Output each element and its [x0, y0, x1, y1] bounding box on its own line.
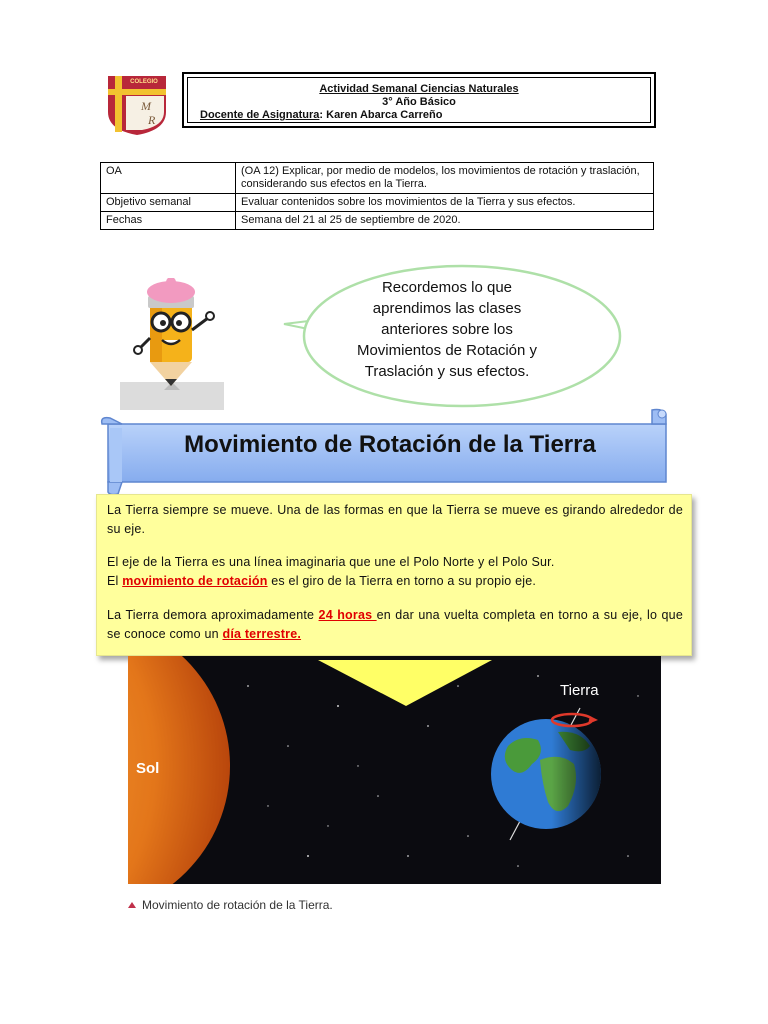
bubble-line: anteriores sobre los	[381, 321, 513, 338]
school-logo	[106, 72, 168, 136]
info-table	[100, 162, 654, 230]
triangle-icon	[128, 902, 136, 908]
svg-text:M: M	[141, 99, 151, 113]
activity-header	[182, 72, 656, 128]
section-title: Movimiento de Rotación de la Tierra	[184, 431, 596, 458]
highlight-rotation: movimiento de rotación	[122, 574, 268, 588]
earth-rotation-figure	[128, 656, 661, 884]
earth-label: Tierra	[560, 682, 599, 699]
caption-text: Movimiento de rotación de la Tierra.	[142, 898, 333, 912]
bubble-line: aprendimos las clases	[372, 300, 522, 317]
table-cell-label: OA	[101, 163, 236, 194]
table-row	[101, 212, 654, 230]
svg-text:COLEGIO: COLEGIO	[130, 79, 158, 85]
highlight-earth-day: día terrestre.	[222, 627, 302, 641]
teacher-name: : Karen Abarca Carreño	[319, 109, 443, 121]
bubble-line: Movimientos de Rotación y	[356, 342, 538, 359]
table-row	[101, 163, 654, 194]
activity-title: Actividad Semanal Ciencias Naturales	[319, 83, 519, 95]
text-run: en dar una vuelta completa en torno a su eje, lo que se conoce como un	[107, 608, 683, 641]
highlight-24-hours: 24 horas	[318, 608, 377, 622]
bubble-text	[316, 277, 578, 382]
paragraph-2: El eje de la Tierra es una línea imaginaria que une el Polo Norte y el Polo Sur.	[107, 555, 555, 569]
bubble-line: Traslación y sus efectos.	[364, 363, 530, 380]
paragraph-3	[107, 572, 683, 591]
text-run: es el giro de la Tierra en torno a su propio eje.	[267, 574, 537, 588]
table-cell-value: (OA 12) Explicar, por medio de modelos, los movimientos de rotación y traslación, considerando sus efectos en la Tierra.	[236, 163, 654, 194]
text-run: La Tierra demora aproximadamente	[107, 608, 319, 622]
bubble-line: Recordemos lo que	[381, 279, 513, 296]
figure-caption	[128, 898, 333, 912]
table-cell-label: Fechas	[101, 212, 236, 230]
explanation-box	[96, 494, 692, 656]
table-cell-label: Objetivo semanal	[101, 194, 236, 212]
text-run: El	[107, 574, 123, 588]
paragraph-1: La Tierra siempre se mueve. Una de las formas en que la Tierra se mueve es girando alrededor de su eje.	[107, 503, 683, 536]
grade-level: 3° Año Básico	[382, 96, 456, 108]
pencil-mascot-illustration	[120, 278, 224, 410]
teacher-label: Docente de Asignatura	[200, 109, 320, 121]
table-cell-value: Evaluar contenidos sobre los movimientos de la Tierra y sus efectos.	[236, 194, 654, 212]
table-cell-value: Semana del 21 al 25 de septiembre de 2020.	[236, 212, 654, 230]
paragraph-4	[107, 606, 683, 644]
teacher-line	[200, 109, 650, 121]
svg-text:R: R	[148, 113, 156, 127]
table-row	[101, 194, 654, 212]
sun-label: Sol	[136, 760, 160, 777]
